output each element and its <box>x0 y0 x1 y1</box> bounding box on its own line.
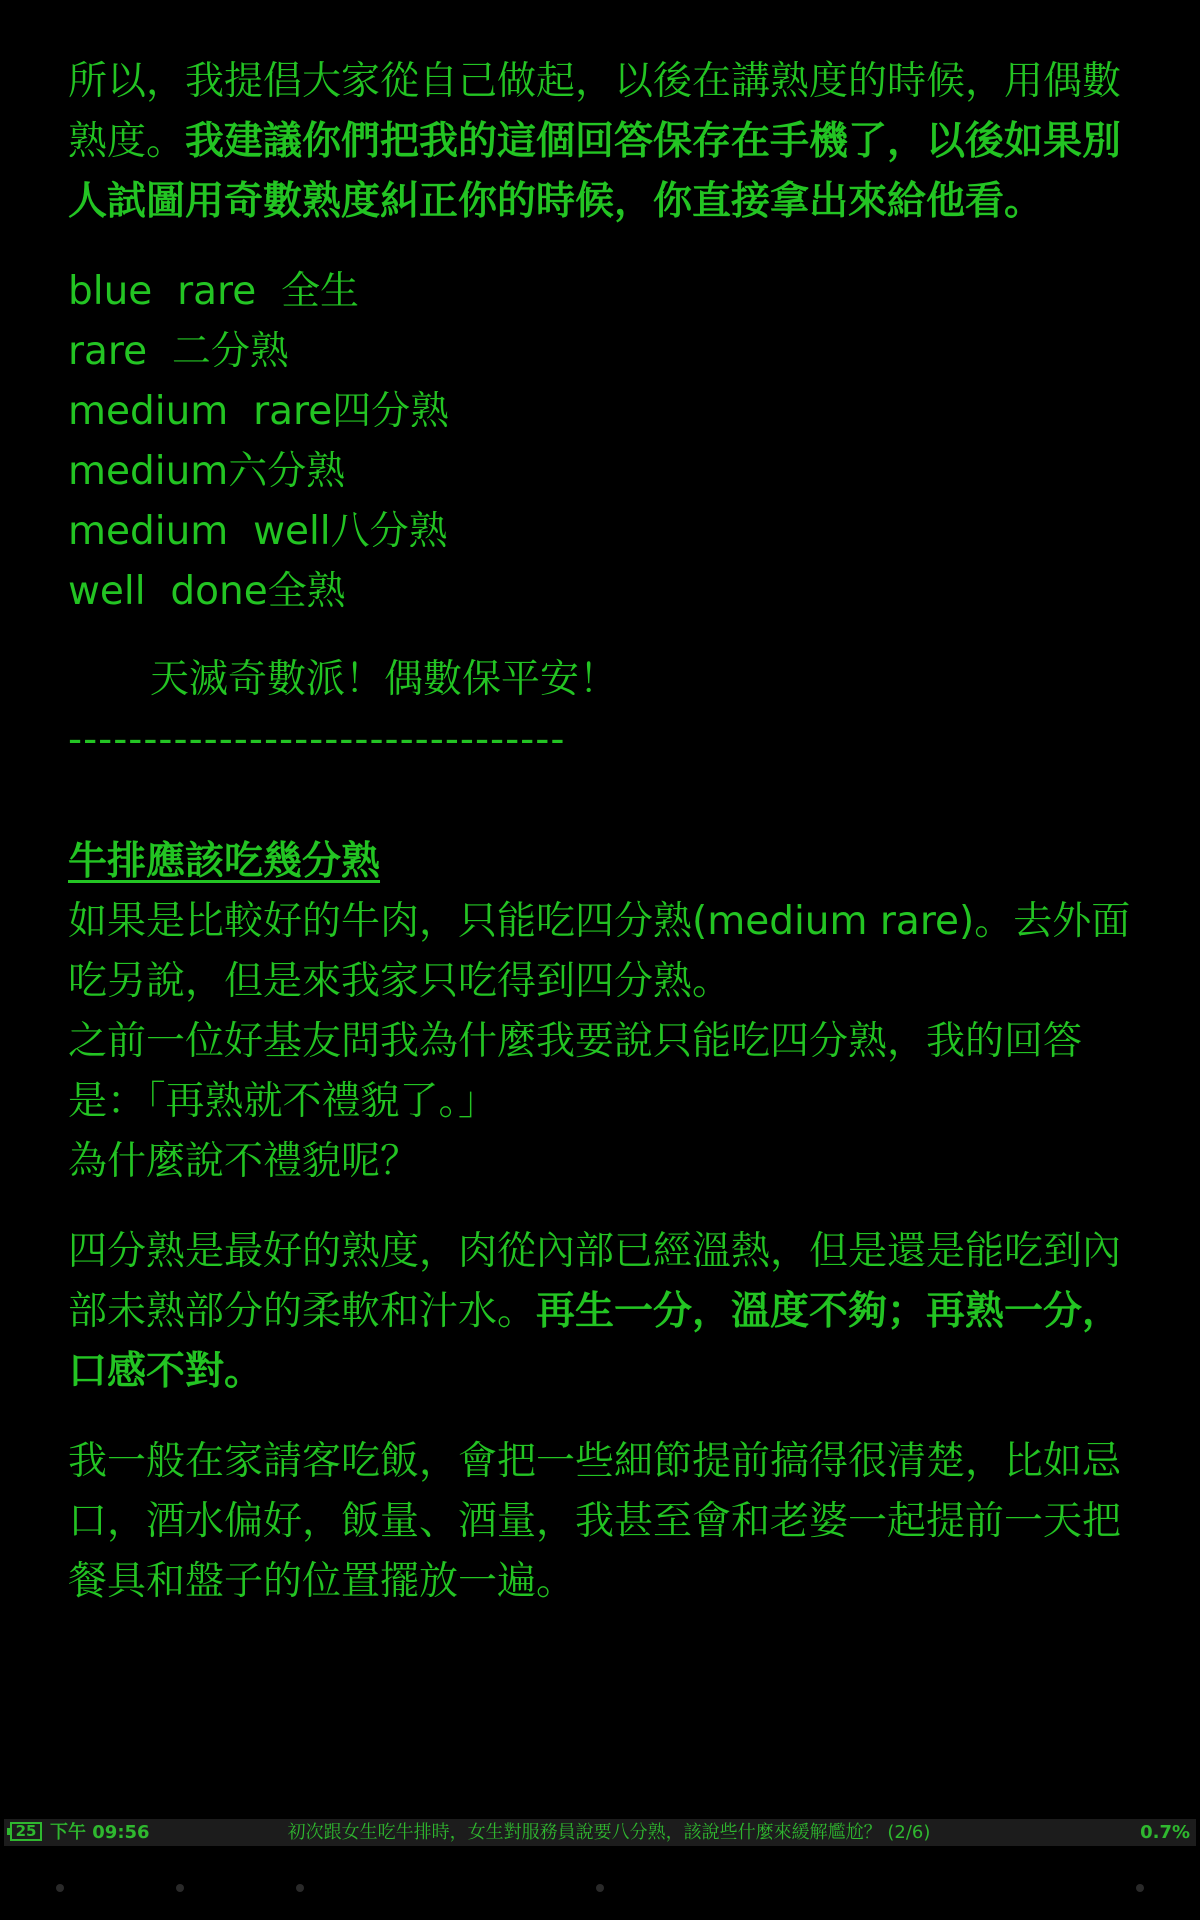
doneness-item: well done全熟 <box>68 569 346 614</box>
indicator-dot <box>596 1884 604 1892</box>
paragraph-hosting: 我一般在家請客吃飯，會把一些細節提前搞得很清楚，比如忌口，酒水偏好，飯量、酒量，我甚至會和老婆一起提前一天把餐具和盤子的位置擺放一遍。 <box>68 1439 1122 1604</box>
chapter-title: 初次跟女生吃牛排時，女生對服務員說要八分熟，該說些什麼來緩解尷尬？ (2/6) <box>287 1822 931 1843</box>
slogan: 天滅奇數派！偶數保平安！ <box>150 657 619 702</box>
intro-bold-text: 我建議你們把我的這個回答保存在手機了，以後如果別人試圖用奇數熟度糾正你的時候，你直接拿出來給他看。 <box>68 119 1122 224</box>
doneness-list <box>68 262 1136 622</box>
text-line: 之前一位好基友問我為什麼我要說只能吃四分熟，我的回答是：「再熟就不禮貌了。」 <box>68 1019 1083 1124</box>
doneness-item: rare 二分熟 <box>68 329 289 374</box>
indicator-dot <box>1136 1884 1144 1892</box>
doneness-item: medium六分熟 <box>68 449 346 494</box>
doneness-item: medium well八分熟 <box>68 509 448 554</box>
intro-text: 所以，我提倡大家從自己做起，以後在講熟度的時候，用偶數熟度。 <box>68 59 1122 164</box>
text-line: 為什麼說不禮貌呢？ <box>68 1139 420 1184</box>
page-indicator <box>0 1880 1200 1896</box>
indicator-dot <box>56 1884 64 1892</box>
reader-content[interactable] <box>68 52 1136 1642</box>
reading-progress: 0.7% <box>1140 1822 1190 1843</box>
battery-level: 25 <box>15 1822 37 1840</box>
reader-status-bar <box>4 1819 1196 1846</box>
paragraph-medium-rare <box>68 892 1136 1192</box>
paragraph-intro <box>68 52 1136 232</box>
clock: 下午 09:56 <box>50 1822 150 1843</box>
paragraph-best-doneness <box>68 1222 1136 1402</box>
separator: --------------------------------- <box>68 717 566 762</box>
doneness-item: blue rare 全生 <box>68 269 359 314</box>
indicator-dot <box>296 1884 304 1892</box>
doneness-explain-text: 四分熟是最好的熟度，肉從內部已經溫熱，但是還是能吃到內部未熟部分的柔軟和汁水。 <box>68 1229 1122 1334</box>
section-heading: 牛排應該吃幾分熟 <box>68 839 381 884</box>
doneness-item: medium rare四分熟 <box>68 389 450 434</box>
battery-icon <box>10 1822 42 1841</box>
indicator-dot <box>176 1884 184 1892</box>
text-line: 如果是比較好的牛肉，只能吃四分熟(medium rare)。去外面吃另說，但是來我家只吃得到四分熟。 <box>68 899 1131 1004</box>
doneness-explain-bold: 再生一分，溫度不夠；再熟一分，口感不對。 <box>68 1289 1122 1394</box>
